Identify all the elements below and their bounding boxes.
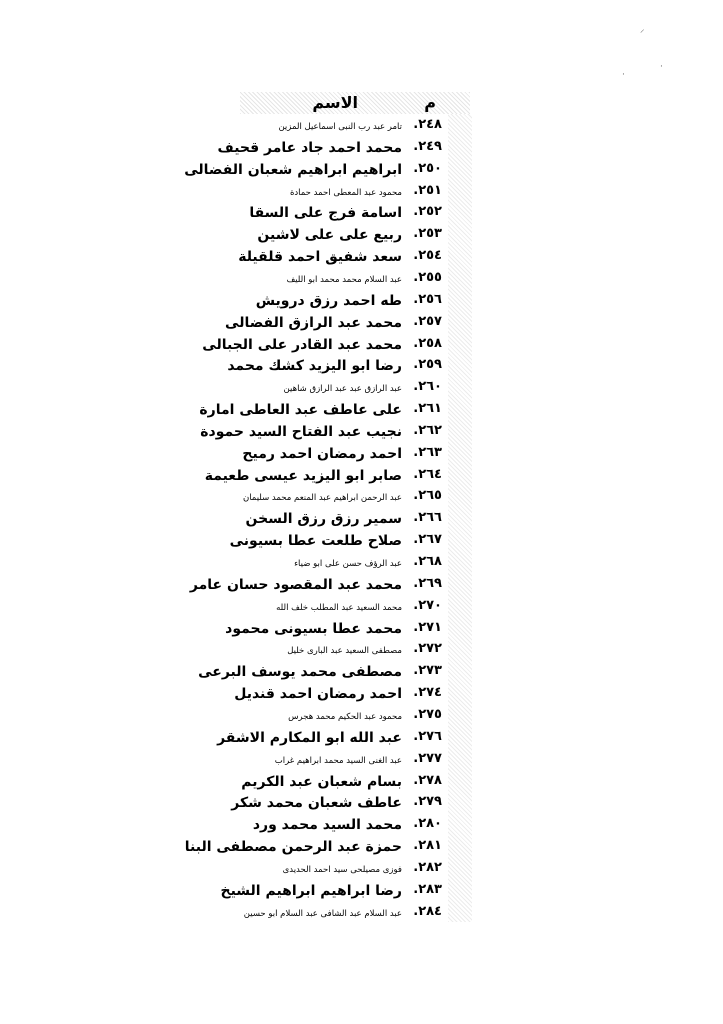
row-name: عاطف شعبان محمد شكر (231, 795, 402, 812)
row-name: محمد عبد القادر على الجبالى (202, 336, 402, 353)
row-name: عبد السلام محمد محمد ابو الليف (286, 274, 402, 285)
row-name: عبد السلام عبد الشافى عبد السلام ابو حسين (243, 908, 402, 919)
list-item (217, 728, 460, 751)
list-item (231, 794, 460, 816)
list-item (204, 466, 460, 489)
row-name: حمزة عبد الرحمن مصطفى البنا (184, 839, 402, 856)
row-number: ٢٤٨. (413, 117, 442, 132)
list-item (240, 445, 460, 467)
list-item (229, 532, 460, 554)
row-name: تامر عبد رب النبى اسماعيل المزين (278, 122, 402, 132)
list-item (240, 816, 460, 838)
list-item (240, 707, 460, 729)
row-number: ٢٨٠. (413, 816, 442, 832)
row-number: ٢٧٠. (413, 597, 442, 613)
row-number: ٢٧٦. (413, 728, 442, 744)
row-name: رضا ابراهيم ابراهيم الشيخ (220, 882, 402, 899)
row-name: صلاح طلعت عطا بسيونى (229, 533, 402, 550)
list-item (184, 838, 460, 860)
row-number: ٢٧٧. (413, 750, 442, 766)
row-number: ٢٧٥. (413, 706, 442, 722)
row-name: طه احمد رزق درويش (255, 292, 402, 309)
row-number: ٢٥٠. (413, 160, 442, 176)
scan-mark: · (660, 62, 663, 72)
name-column-header: الاسم (312, 93, 358, 112)
row-name: محمد احمد جاد عامر قحيف (217, 139, 402, 156)
list-item (202, 335, 460, 358)
list-item (240, 860, 460, 882)
row-name: محمود عبد المعطى احمد حمادة (289, 187, 402, 198)
list-item (240, 204, 460, 226)
row-number: ٢٦١. (413, 401, 442, 417)
row-number: ٢٧٨. (413, 772, 442, 788)
list-item (227, 357, 460, 379)
list-item (200, 422, 460, 445)
list-item (199, 401, 460, 423)
list-item (184, 160, 460, 183)
list-item (240, 641, 460, 663)
row-number: ٢٥٣. (413, 226, 442, 242)
row-name: بسام شعبان عبد الكريم (241, 773, 402, 790)
row-name: نجيب عبد الفتاح السيد حمودة (200, 423, 402, 440)
list-item (240, 598, 460, 620)
list-item (225, 619, 460, 642)
row-name: محمد عبد المقصود حسان عامر (189, 576, 402, 593)
row-name: عبد الرازق عبد عبد الرازق شاهين (283, 384, 402, 395)
number-column-header: م (424, 93, 436, 112)
row-name: عبد الله ابو المكارم الاشقر (217, 729, 402, 746)
row-number: ٢٨٣. (413, 881, 442, 897)
row-name: سعد شفيق احمد قلقيلة (238, 249, 402, 266)
row-number: ٢٥٢. (413, 204, 442, 220)
row-number: ٢٥٩. (413, 357, 442, 373)
row-name: رضا ابو اليزيد كشك محمد (227, 358, 402, 375)
list-item (240, 379, 460, 401)
row-number: ٢٥٧. (413, 313, 442, 329)
list-item (240, 270, 460, 292)
list-item (240, 248, 460, 270)
row-number: ٢٦٠. (413, 379, 442, 395)
row-name: ربيع على على لاشين (257, 227, 402, 244)
row-number: ٢٨١. (413, 838, 442, 854)
list-item (217, 138, 460, 161)
row-number: ٢٦٢. (413, 422, 442, 438)
row-name: على عاطف عبد العاطى امارة (199, 402, 402, 419)
row-number: ٢٥١. (413, 182, 442, 198)
row-name: عبد الرحمن ابراهيم عبد المنعم محمد سليمان (242, 493, 402, 504)
list-item (240, 488, 460, 510)
row-name: محمد السعيد عبد المطلب خلف الله (276, 602, 402, 613)
row-number: ٢٦٥. (413, 488, 442, 504)
list-item (234, 685, 460, 707)
row-name: مصطفى محمد يوسف البرعى (198, 664, 402, 681)
row-name: محمود عبد الحكيم محمد هجرس (288, 711, 402, 722)
row-number: ٢٨٤. (413, 903, 442, 919)
list-item (240, 773, 460, 795)
row-name: ابراهيم ابراهيم شعبان الفضالى (184, 161, 402, 178)
list-item (240, 751, 460, 773)
row-name: عبد الرؤف حسن على ابو ضياء (294, 559, 402, 569)
list-item (189, 575, 460, 598)
list-item (225, 313, 460, 336)
row-number: ٢٧٣. (413, 663, 442, 679)
row-number: ٢٨٢. (413, 859, 442, 875)
row-number: ٢٥٨. (413, 335, 442, 351)
row-name: صابر ابو اليزيد عيسى طعيمة (204, 467, 402, 484)
row-name: عبد الغنى السيد محمد ابراهيم غراب (274, 755, 402, 766)
row-number: ٢٦٨. (413, 554, 442, 569)
row-name: احمد رمضان احمد رميح (242, 445, 402, 462)
list-item (240, 292, 460, 314)
row-name: مصطفى السعيد عبد البارى خليل (287, 646, 402, 657)
row-number: ٢٧٤. (413, 685, 442, 701)
row-name: سمير رزق رزق السخن (245, 511, 402, 528)
row-number: ٢٥٤. (413, 248, 442, 264)
row-number: ٢٧١. (413, 619, 442, 635)
list-item (240, 117, 460, 139)
list-item (220, 881, 460, 904)
row-name: اسامة فرج على السقا (249, 205, 402, 222)
row-name: فوزى مصيلحى سيد احمد الحديدى (282, 864, 402, 875)
scan-mark: ⸝ (640, 25, 645, 35)
row-name: محمد السيد محمد ورد (252, 817, 402, 834)
row-number: ٢٥٦. (413, 291, 442, 307)
table-header (240, 92, 470, 114)
row-name: احمد رمضان احمد قنديل (234, 686, 402, 703)
row-number: ٢٦٩. (413, 575, 442, 591)
list-item (240, 183, 460, 205)
scan-mark: · (622, 70, 625, 80)
row-name: محمد عطا بسيونى محمود (225, 620, 402, 637)
row-number: ٢٥٥. (413, 269, 442, 285)
row-number: ٢٦٦. (413, 510, 442, 526)
list-item (198, 663, 460, 685)
row-number: ٢٤٩. (413, 138, 442, 154)
list-item (240, 554, 460, 576)
list-item (240, 226, 460, 248)
row-number: ٢٧٩. (413, 794, 442, 810)
row-number: ٢٦٣. (413, 444, 442, 460)
list-item (240, 510, 460, 532)
row-number: ٢٦٤. (413, 466, 442, 482)
row-name: محمد عبد الرازق الفضالى (225, 314, 402, 331)
list-item (240, 904, 460, 926)
row-number: ٢٦٧. (413, 532, 442, 548)
row-number: ٢٧٢. (413, 641, 442, 657)
